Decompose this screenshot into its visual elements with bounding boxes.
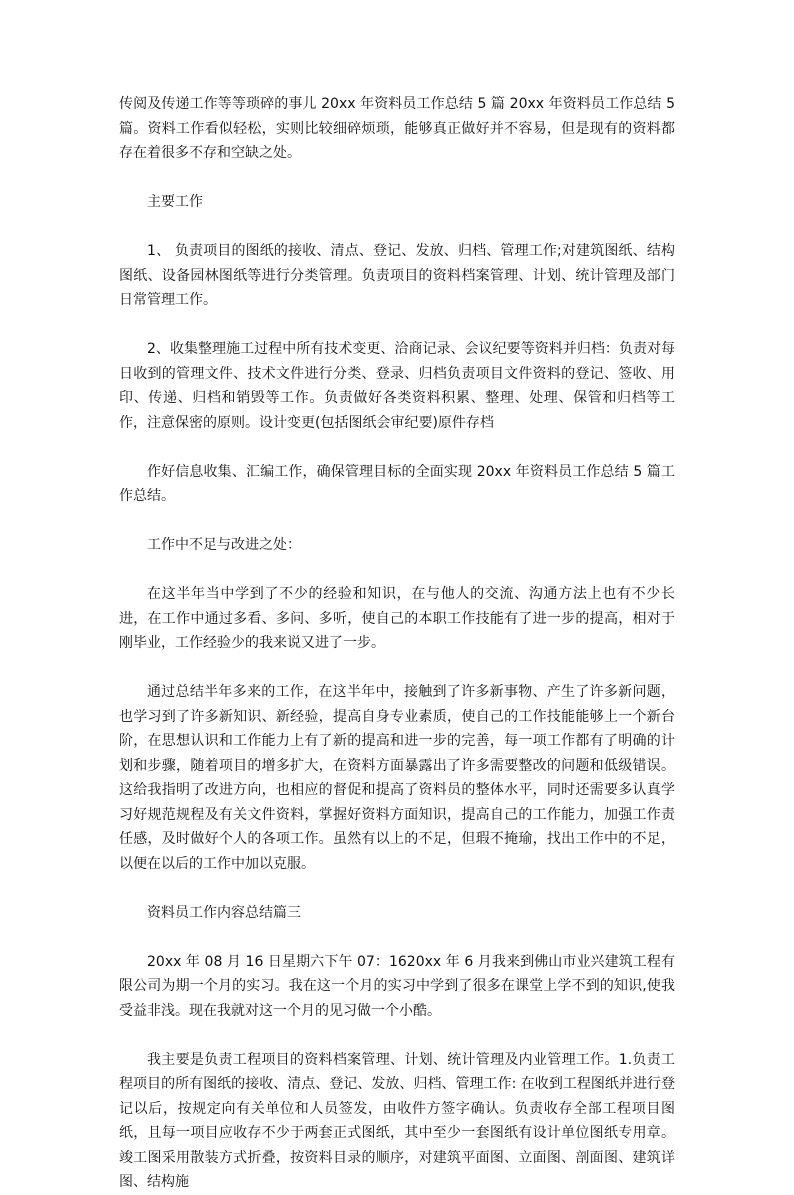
- heading-main-work: 主要工作: [147, 194, 203, 210]
- paragraph-responsibilities: 我主要是负责工程项目的资料档案管理、计划、统计管理及内业管理工作。1.负责工程项目的所有图纸的接收、清点、登记、发放、归档、管理工作: 在收到工程图纸并进行登记以后，按规定向有关单位和人员签发，由收件方签字确认。负责收存全部工程项目图纸，且每一项目应收存不少于两套正式图纸，其中至少一套图纸有设计单位图纸专用章。竣工图采用散装方式折叠，按资料目录的顺序，对建筑平面图、立面图、剖面图、建筑详图、结构施: [119, 1051, 675, 1190]
- paragraph-summary: 通过总结半年多来的工作，在这半年中，接触到了许多新事物、产生了许多新问题，也学习到了许多新知识、新经验，提高自身专业素质，使自己的工作技能能够上一个新台阶，在思想认识和工作能力上有了新的提高和进一步的完善，每一项工作都有了明确的计划和步骤，随着项目的增多扩大，在资料方面暴露出了许多需要整改的问题和低级错误。这给我指明了改进方向，也相应的督促和提高了资料员的整体水平，同时还需要多认真学习好规范规程及有关文件资料，掌握好资料方面知识，提高自己的工作能力，加强工作责任感，及时做好个人的各项工作。虽然有以上的不足，但瑕不掩瑜，找出工作中的不足，以便在以后的工作中加以克服。: [119, 684, 675, 872]
- document-page: [119, 92, 675, 1195]
- paragraph-item-1: 1、 负责项目的图纸的接收、清点、登记、发放、归档、管理工作;对建筑图纸、结构图纸、设备园林图纸等进行分类管理。负责项目的资料档案管理、计划、统计管理及部门日常管理工作。: [119, 243, 675, 308]
- paragraph-internship: 20xx 年 08 月 16 日星期六下午 07：1620xx 年 6 月我来到佛山市业兴建筑工程有限公司为期一个月的实习。我在这一个月的实习中学到了很多在课堂上学不到的知识,使我受益非浅。现在我就对这一个月的见习做一个小酷。: [119, 953, 675, 1019]
- paragraph-info-collection: 作好信息收集、汇编工作，确保管理目标的全面实现 20xx 年资料员工作总结 5 篇工作总结。: [119, 463, 675, 504]
- paragraph-item-2: 2、收集整理施工过程中所有技术变更、洽商记录、会议纪要等资料并归档：负责对每日收到的管理文件、技术文件进行分类、登录、归档负责项目文件资料的登记、签收、用印、传递、归档和销毁等工作。负责做好各类资料积累、整理、处理、保管和归档等工作，注意保密的原则。设计变更(包括图纸会审纪要)原件存档: [119, 341, 675, 431]
- heading-part-three: 资料员工作内容总结篇三: [147, 904, 301, 921]
- paragraph-intro: 传阅及传递工作等等琐碎的事儿 20xx 年资料员工作总结 5 篇 20xx 年资料员工作总结 5 篇。资料工作看似轻松，实则比较细碎烦琐，能够真正做好并不容易，但是现有的资料都存在着很多不存和空缺之处。: [119, 96, 675, 161]
- paragraph-experience: 在这半年当中学到了不少的经验和知识，在与他人的交流、沟通方法上也有不少长进，在工作中通过多看、多问、多听，使自己的本职工作技能有了进一步的提高，相对于刚毕业，工作经验少的我来说又进了一步。: [119, 586, 675, 651]
- heading-shortcomings: 工作中不足与改进之处：: [147, 537, 301, 553]
